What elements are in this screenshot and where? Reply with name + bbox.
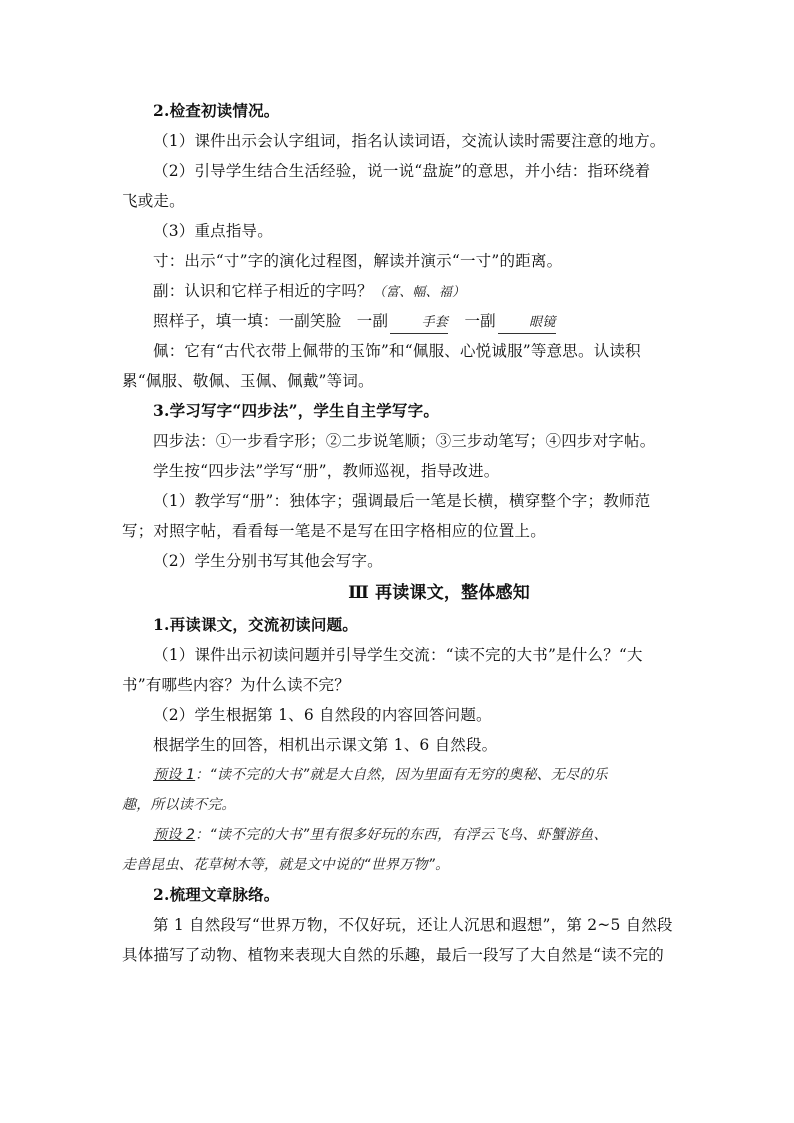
paragraph: 根据学生的回答，相机出示课文第 1、6 自然段。: [153, 736, 498, 754]
preset-2-label: 预设 2: [153, 827, 196, 843]
fu-text: 副：认识和它样子相近的字吗？: [153, 282, 373, 300]
paragraph-pei: 佩：它有“古代衣带上佩带的玉饰”和“佩服、心悦诚服”等意思。认读积: [153, 342, 641, 360]
paragraph: （2）学生根据第 1、6 自然段的内容回答问题。: [153, 706, 492, 724]
preset-1-text: ：“读不完的大书”就是大自然，因为里面有无穷的奥秘、无尽的乐: [195, 767, 608, 783]
fill-mid-1: 一副: [356, 312, 389, 330]
fill-in-line: [122, 306, 676, 336]
paragraph: （1）教学写“册”：独体字；强调最后一笔是长横，横穿整个字；教师范: [153, 492, 651, 510]
paragraph-cun: 寸：出示“寸”字的演化过程图，解读并演示“一寸”的距离。: [153, 252, 563, 270]
paragraph: 飞或走。: [122, 192, 185, 210]
preset-1-label: 预设 1: [153, 767, 196, 783]
fill-answer-2: 眼镜: [498, 313, 556, 334]
preset-2: [122, 820, 676, 850]
preset-2-text: ：“读不完的大书”里有很多好玩的东西，有浮云飞鸟、虾蟹游鱼、: [195, 827, 608, 843]
preset-2-cont: 走兽昆虫、花草树木等，就是文中说的“世界万物”。: [122, 857, 450, 873]
structure-title: 2.梳理文章脉络。: [153, 885, 280, 904]
fu-chars: （富、幅、福）: [372, 285, 466, 300]
paragraph: （1）课件出示初读问题并引导学生交流：“读不完的大书”是什么？“大: [153, 646, 643, 664]
paragraph: （1）课件出示会认字组词，指名认读词语，交流认读时需要注意的地方。: [153, 132, 666, 150]
paragraph: （2）学生分别书写其他会写字。: [153, 552, 383, 570]
section-2-title: 2.检查初读情况。: [153, 101, 280, 120]
paragraph: 第 1 自然段写“世界万物，不仅好玩，还让人沉思和遐想”，第 2~5 自然段: [153, 916, 673, 934]
fill-answer-1: 手套: [390, 313, 448, 334]
reread-title: 1.再读课文，交流初读问题。: [153, 615, 358, 634]
paragraph-practice: 学生按“四步法”学写“册”，教师巡视，指导改进。: [153, 462, 500, 480]
preset-1-cont: 趣，所以读不完。: [122, 797, 236, 813]
paragraph-fu: [122, 276, 676, 306]
paragraph: 书”有哪些内容？为什么读不完？: [122, 676, 350, 694]
paragraph: （3）重点指导。: [153, 222, 273, 240]
fill-mid-2: 一副: [464, 312, 496, 330]
preset-1: [122, 760, 676, 790]
section-3-title: 3.学习写字“四步法”，学生自主学写字。: [153, 401, 440, 420]
paragraph-pei-cont: 累“佩服、敬佩、玉佩、佩戴”等词。: [122, 372, 374, 390]
paragraph-four-steps: 四步法：①一步看字形；②二步说笔顺；③三步动笔写；④四步对字帖。: [153, 432, 656, 450]
document-page: [122, 96, 676, 970]
paragraph: （2）引导学生结合生活经验，说一说“盘旋”的意思，并小结：指环绕着: [153, 162, 651, 180]
fill-prefix: 照样子，填一填：一副笑脸: [153, 312, 342, 330]
paragraph: 写；对照字帖，看看每一笔是不是写在田字格相应的位置上。: [122, 522, 546, 540]
part-3-heading: Ⅲ 再读课文，整体感知: [348, 583, 530, 603]
paragraph: 具体描写了动物、植物来表现大自然的乐趣，最后一段写了大自然是“读不完的: [122, 946, 664, 964]
